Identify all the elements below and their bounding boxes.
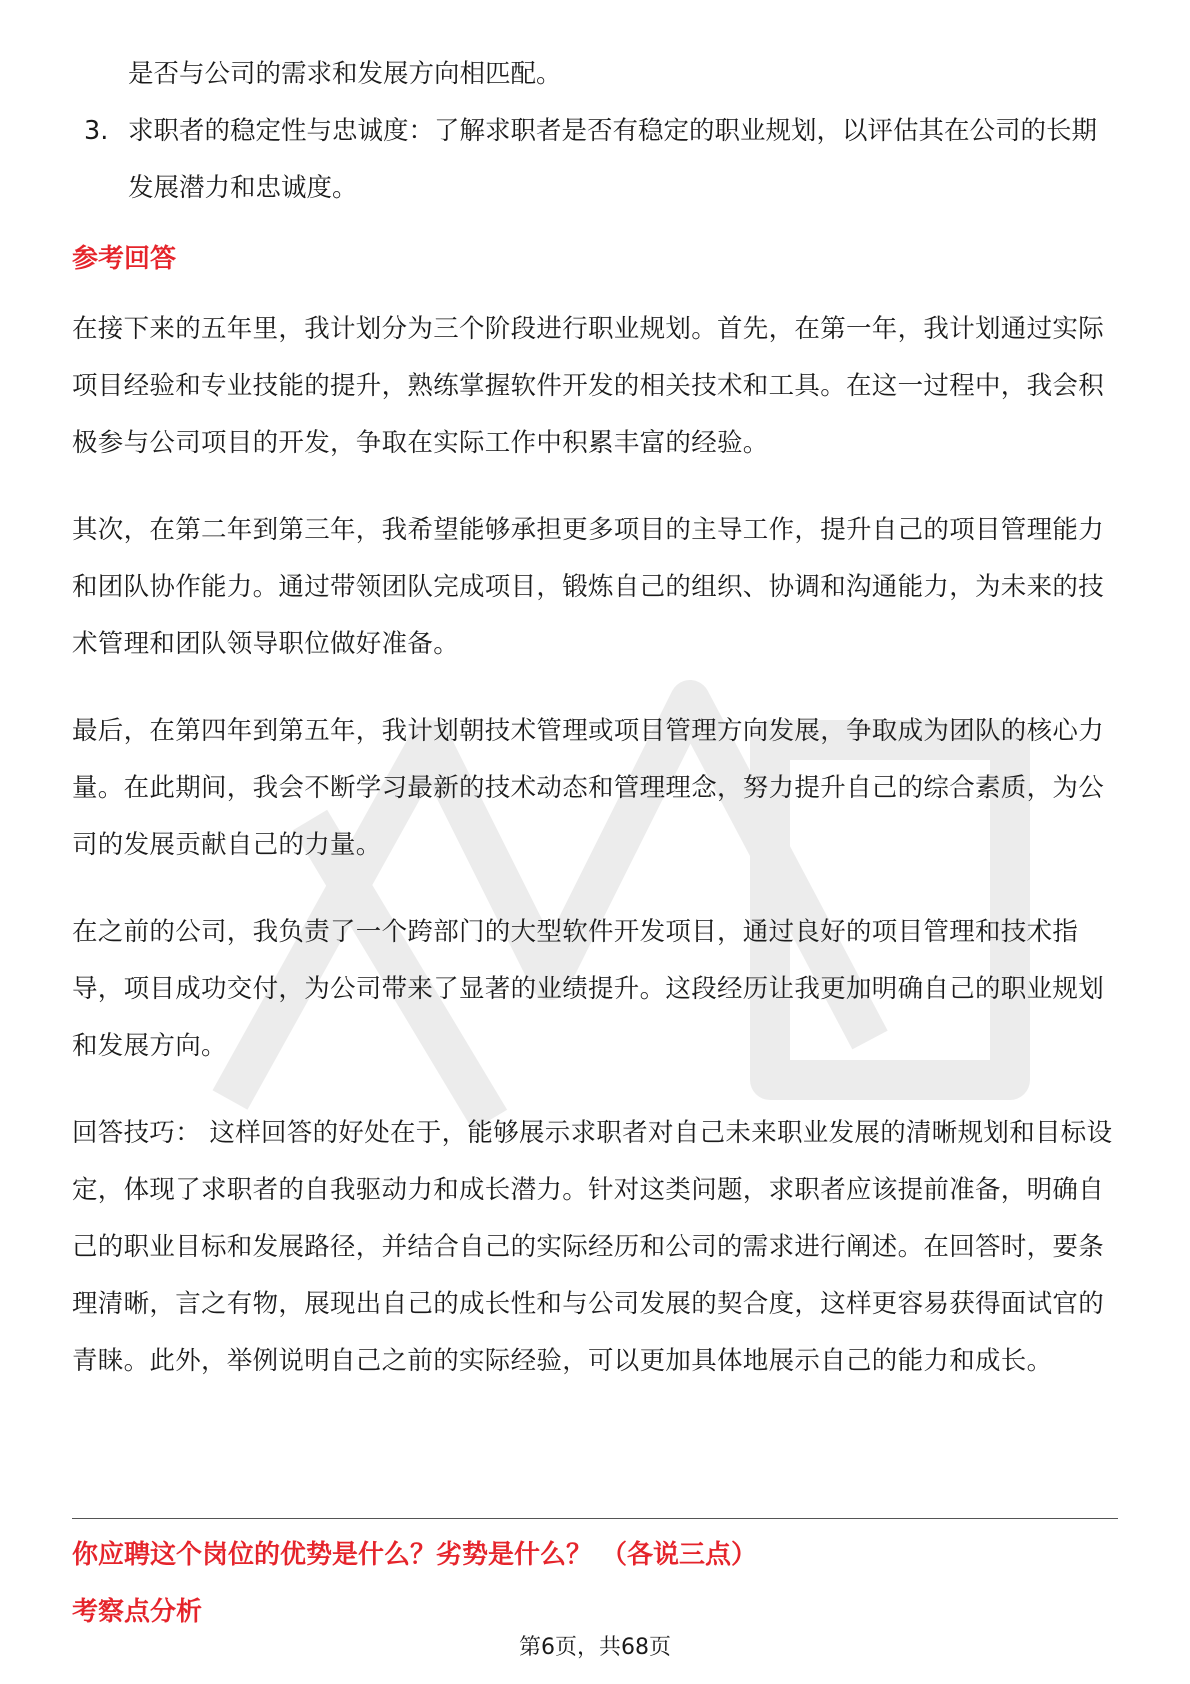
analysis-heading: 考察点分析 bbox=[72, 1597, 203, 1627]
main-content bbox=[72, 46, 1118, 1390]
list-item-3 bbox=[72, 103, 1118, 217]
page-footer: 第6页，共68页 bbox=[519, 1635, 671, 1660]
list-item-2-continuation: 是否与公司的需求和发展方向相匹配。 bbox=[128, 59, 562, 89]
answer-paragraph-4: 在之前的公司，我负责了一个跨部门的大型软件开发项目，通过良好的项目管理和技术指导，项目成功交付，为公司带来了显著的业绩提升。这段经历让我更加明确自己的职业规划和发展方向。 bbox=[72, 917, 1105, 1061]
list-number: 3. bbox=[84, 116, 109, 146]
answer-paragraph-1: 在接下来的五年里，我计划分为三个阶段进行职业规划。首先，在第一年，我计划通过实际项目经验和专业技能的提升，熟练掌握软件开发的相关技术和工具。在这一过程中，我会积极参与公司项目的开发，争取在实际工作中积累丰富的经验。 bbox=[72, 314, 1105, 458]
answer-paragraph-2: 其次，在第二年到第三年，我希望能够承担更多项目的主导工作，提升自己的项目管理能力和团队协作能力。通过带领团队完成项目，锻炼自己的组织、协调和沟通能力，为未来的技术管理和团队领导职位做好准备。 bbox=[72, 515, 1105, 659]
list-item-text: 求职者的稳定性与忠诚度：了解求职者是否有稳定的职业规划，以评估其在公司的长期发展潜力和忠诚度。 bbox=[128, 116, 1098, 203]
next-question-title: 你应聘这个岗位的优势是什么？劣势是什么？ （各说三点） bbox=[72, 1540, 758, 1570]
answer-paragraph-3: 最后，在第四年到第五年，我计划朝技术管理或项目管理方向发展，争取成为团队的核心力量。在此期间，我会不断学习最新的技术动态和管理理念，努力提升自己的综合素质，为公司的发展贡献自己的力量。 bbox=[72, 716, 1105, 860]
reference-answer-heading: 参考回答 bbox=[72, 244, 177, 274]
answer-tips-paragraph: 回答技巧： 这样回答的好处在于，能够展示求职者对自己未来职业发展的清晰规划和目标设定，体现了求职者的自我驱动力和成长潜力。针对这类问题，求职者应该提前准备，明确自己的职业目标和发展路径，并结合自己的实际经历和公司的需求进行阐述。在回答时，要条理清晰，言之有物，展现出自己的成长性和与公司发展的契合度，这样更容易获得面试官的青睐。此外，举例说明自己之前的实际经验，可以更加具体地展示自己的能力和成长。 bbox=[72, 1118, 1113, 1376]
section-divider bbox=[72, 1518, 1118, 1519]
